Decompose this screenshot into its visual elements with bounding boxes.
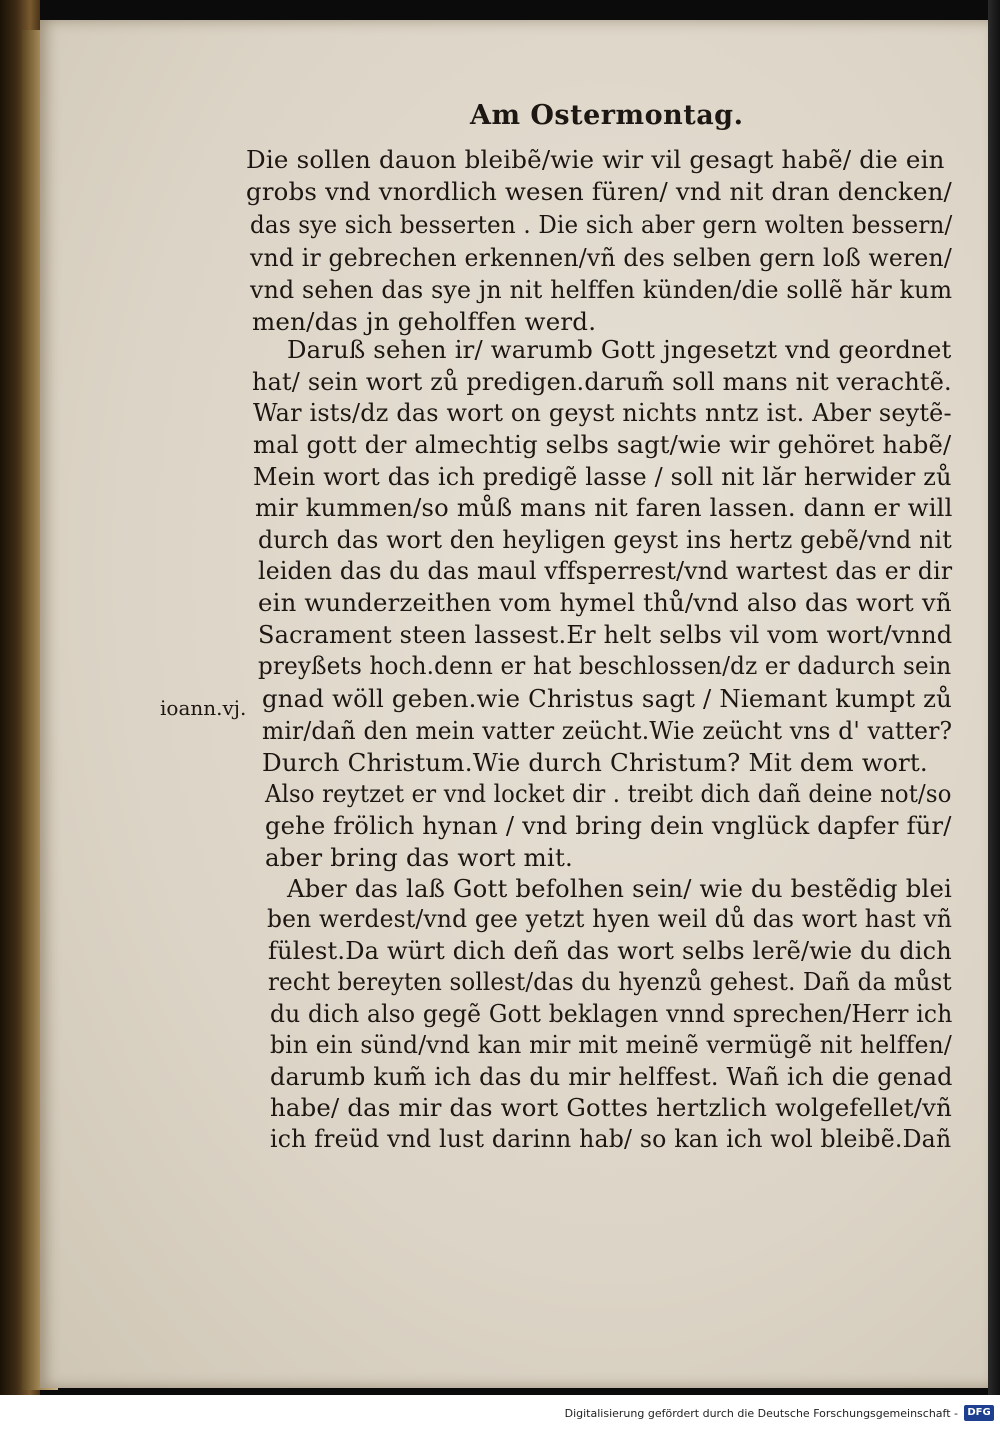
text-line: mir kummen/so můß mans nit faren lassen. dann er will — [255, 493, 953, 522]
running-header: Am Ostermontag. — [470, 100, 744, 131]
text-line: ein wunderzeithen vom hymel thů/vnd also das wort vñ — [258, 588, 952, 617]
text-line: recht bereyten sollest/das du hyenzů gehest. Dañ da můst — [268, 967, 952, 996]
text-line: Also reytzet er vnd locket dir . treibt dich dañ deine not/so — [265, 779, 952, 808]
text-line: bin ein sünd/vnd kan mir mit meinẽ vermügẽ nit helffen/ — [270, 1030, 953, 1059]
text-line: du dich also gegẽ Gott beklagen vnnd sprechen/Herr ich — [270, 999, 953, 1028]
text-line: ich freüd vnd lust darinn hab/ so kan ich wol bleibẽ.Dañ — [270, 1124, 952, 1153]
text-line: darumb kum̃ ich das du mir helffest. Wañ ich die genad — [270, 1062, 953, 1091]
text-line: hat/ sein wort zů predigen.darum̃ soll mans nit verachtẽ. — [252, 367, 952, 396]
funding-credit: Digitalisierung gefördert durch die Deutsche Forschungsgemeinschaft - — [564, 1407, 958, 1420]
text-line: preyßets hoch.denn er hat beschlossen/dz er dadurch sein — [258, 651, 952, 680]
marginal-note: ioann.vj. — [160, 696, 247, 720]
text-line: War ists/dz das wort on geyst nichts nntz ist. Aber seytẽ- — [253, 398, 952, 427]
text-line: aber bring das wort mit. — [265, 843, 573, 872]
dfg-logo: DFG — [964, 1405, 994, 1421]
text-line: fülest.Da würt dich deñ das wort selbs lerẽ/wie du dich — [268, 936, 952, 965]
text-line: Daruß sehen ir/ warumb Gott jngesetzt vnd geordnet — [287, 335, 952, 364]
text-line: habe/ das mir das wort Gottes hertzlich wolgefellet/vñ — [270, 1093, 953, 1122]
right-page-edge — [988, 0, 1000, 1395]
text-line: Die sollen dauon bleibẽ/wie wir vil gesagt habẽ/ die ein — [246, 145, 945, 174]
text-line: durch das wort den heyligen geyst ins hertz gebẽ/vnd nit — [258, 525, 952, 554]
text-line: das sye sich besserten . Die sich aber gern wolten bessern/ — [250, 210, 953, 239]
text-line: Durch Christum.Wie durch Christum? Mit dem wort. — [262, 748, 928, 777]
text-line: mal gott der almechtig selbs sagt/wie wir gehöret habẽ/ — [253, 430, 952, 459]
text-line: gehe frölich hynan / vnd bring dein vnglück dapfer für/ — [265, 811, 952, 840]
footer-bar — [0, 1395, 1000, 1436]
text-line: mir/dañ den mein vatter zeücht.Wie zeücht vns d' vatter? — [262, 716, 953, 745]
text-line: leiden das du das maul vffsperrest/vnd wartest das er dir — [258, 556, 953, 585]
text-line: vnd sehen das sye jn nit helffen künden/die sollẽ hăr kum — [250, 275, 953, 304]
text-line: vnd ir gebrechen erkennen/vñ des selben gern loß weren/ — [250, 243, 952, 272]
text-line: Aber das laß Gott befolhen sein/ wie du bestẽdig blei — [287, 874, 953, 903]
text-line: gnad wöll geben.wie Christus sagt / Niemant kumpt zů — [262, 684, 953, 713]
text-line: men/das jn geholffen werd. — [252, 307, 597, 336]
text-line: ben werdest/vnd gee yetzt hyen weil dů das wort hast vñ — [267, 904, 953, 933]
text-line: Sacrament steen lassest.Er helt selbs vil vom wort/vnnd — [258, 620, 953, 649]
text-line: grobs vnd vnordlich wesen füren/ vnd nit dran dencken/ — [246, 177, 952, 206]
text-line: Mein wort das ich predigẽ lasse / soll nit lăr herwider zů — [253, 462, 952, 491]
